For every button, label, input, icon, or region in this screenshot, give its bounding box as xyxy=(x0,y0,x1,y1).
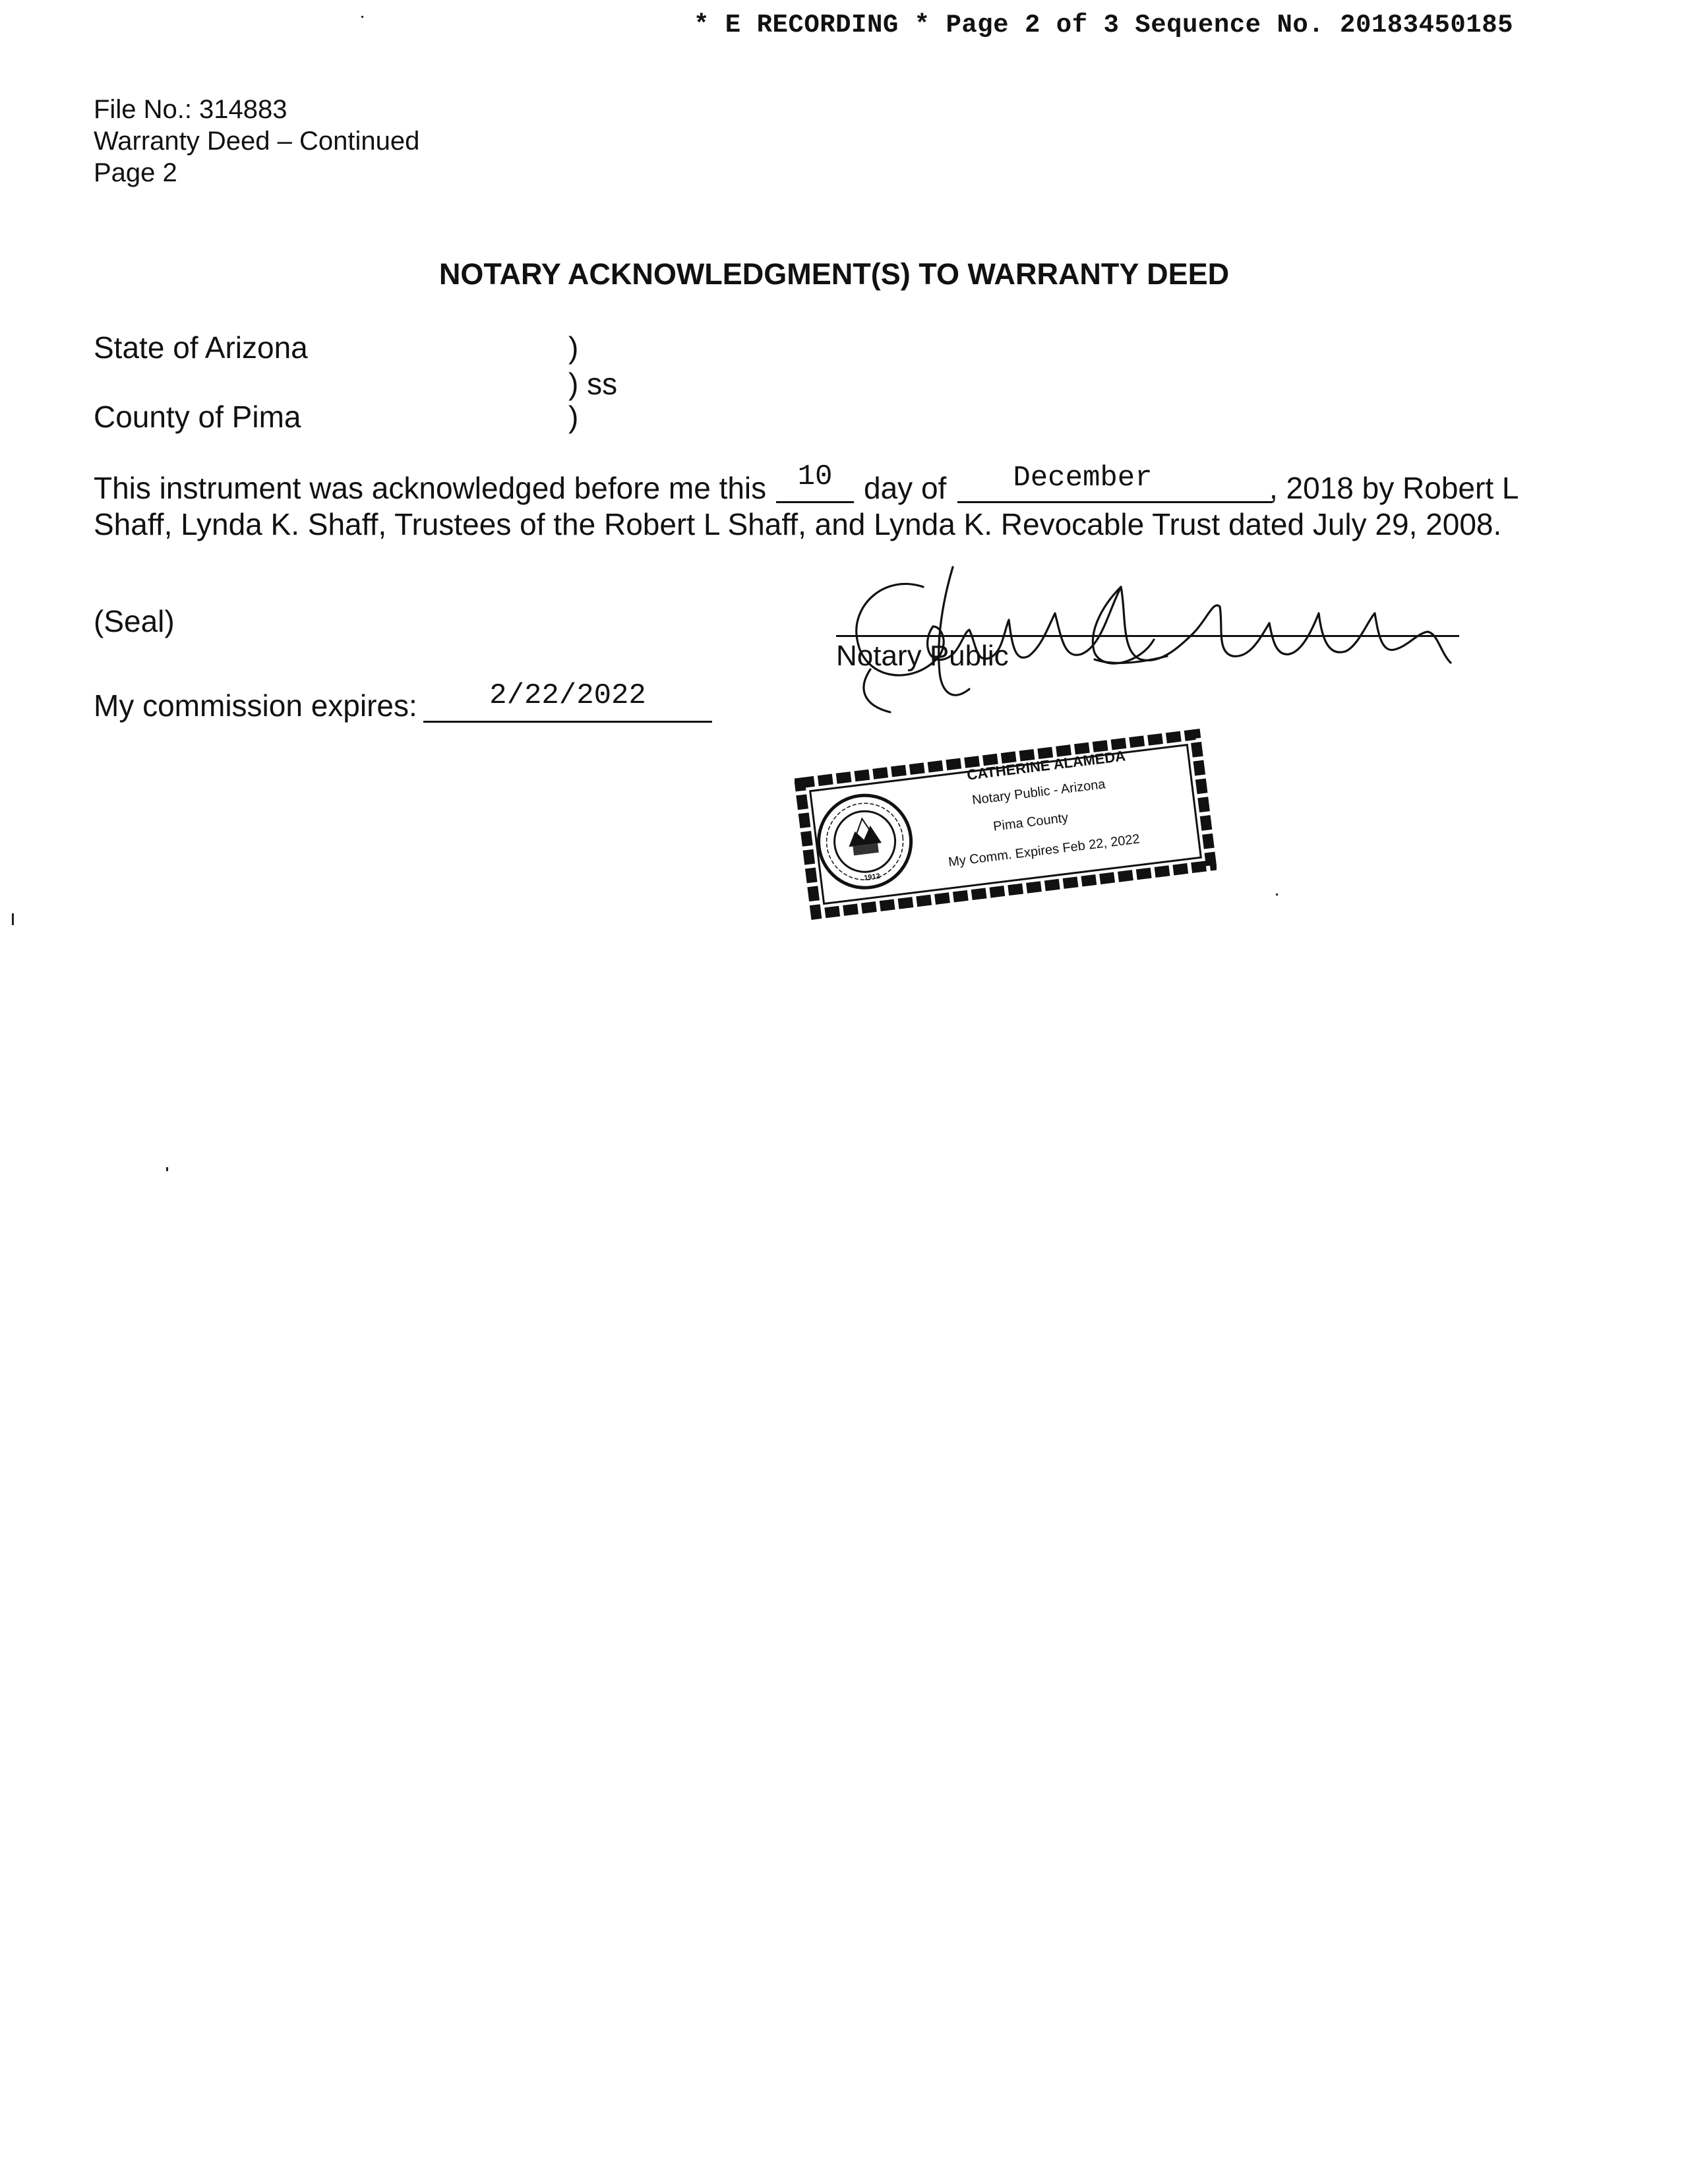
stamp-expires: My Comm. Expires Feb 22, 2022 xyxy=(948,832,1141,870)
scan-speck xyxy=(12,913,14,925)
acknowledgment-prefix: This instrument was acknowledged before me this xyxy=(94,471,767,505)
stamp-notary-title: Notary Public - Arizona xyxy=(971,777,1106,808)
notary-stamp xyxy=(795,729,1217,920)
venue-paren: ) xyxy=(568,400,579,434)
venue-ss: ) ss xyxy=(568,367,618,401)
recording-header: * E RECORDING * Page 2 of 3 Sequence No. 20183450185 xyxy=(694,11,1513,40)
scan-speck xyxy=(1276,894,1278,895)
day-underline xyxy=(776,501,854,503)
state-label: State of Arizona xyxy=(94,330,308,365)
commission-underline xyxy=(423,721,712,723)
acknowledgment-suffix: , 2018 by Robert L xyxy=(1269,471,1519,505)
notary-public-label: Notary Public xyxy=(836,640,1009,672)
acknowledgment-parties: Shaff, Lynda K. Shaff, Trustees of the Robert L Shaff, and Lynda K. Revocable Trust dated July 29, 2008. xyxy=(94,507,1502,541)
month-underline xyxy=(957,501,1273,503)
stamp-notary-name: CATHERINE ALAMEDA xyxy=(966,747,1127,783)
day-value: 10 xyxy=(797,460,833,493)
commission-label: My commission expires: xyxy=(94,688,417,723)
scan-speck xyxy=(166,1167,168,1171)
seal-label: (Seal) xyxy=(94,604,175,638)
notary-signature xyxy=(811,547,1470,725)
seal-year: 1912 xyxy=(863,872,881,882)
stamp-county: Pima County xyxy=(992,810,1070,834)
page-label: Page 2 xyxy=(94,158,177,187)
county-label: County of Pima xyxy=(94,400,301,434)
file-number: File No.: 314883 xyxy=(94,95,287,124)
month-value: December xyxy=(1013,462,1153,495)
venue-paren: ) xyxy=(568,330,579,365)
document-title: Warranty Deed – Continued xyxy=(94,127,420,156)
scan-speck xyxy=(361,16,363,18)
page-heading: NOTARY ACKNOWLEDGMENT(S) TO WARRANTY DEED xyxy=(438,257,1230,291)
day-of-label: day of xyxy=(864,471,947,505)
commission-value: 2/22/2022 xyxy=(489,679,646,712)
